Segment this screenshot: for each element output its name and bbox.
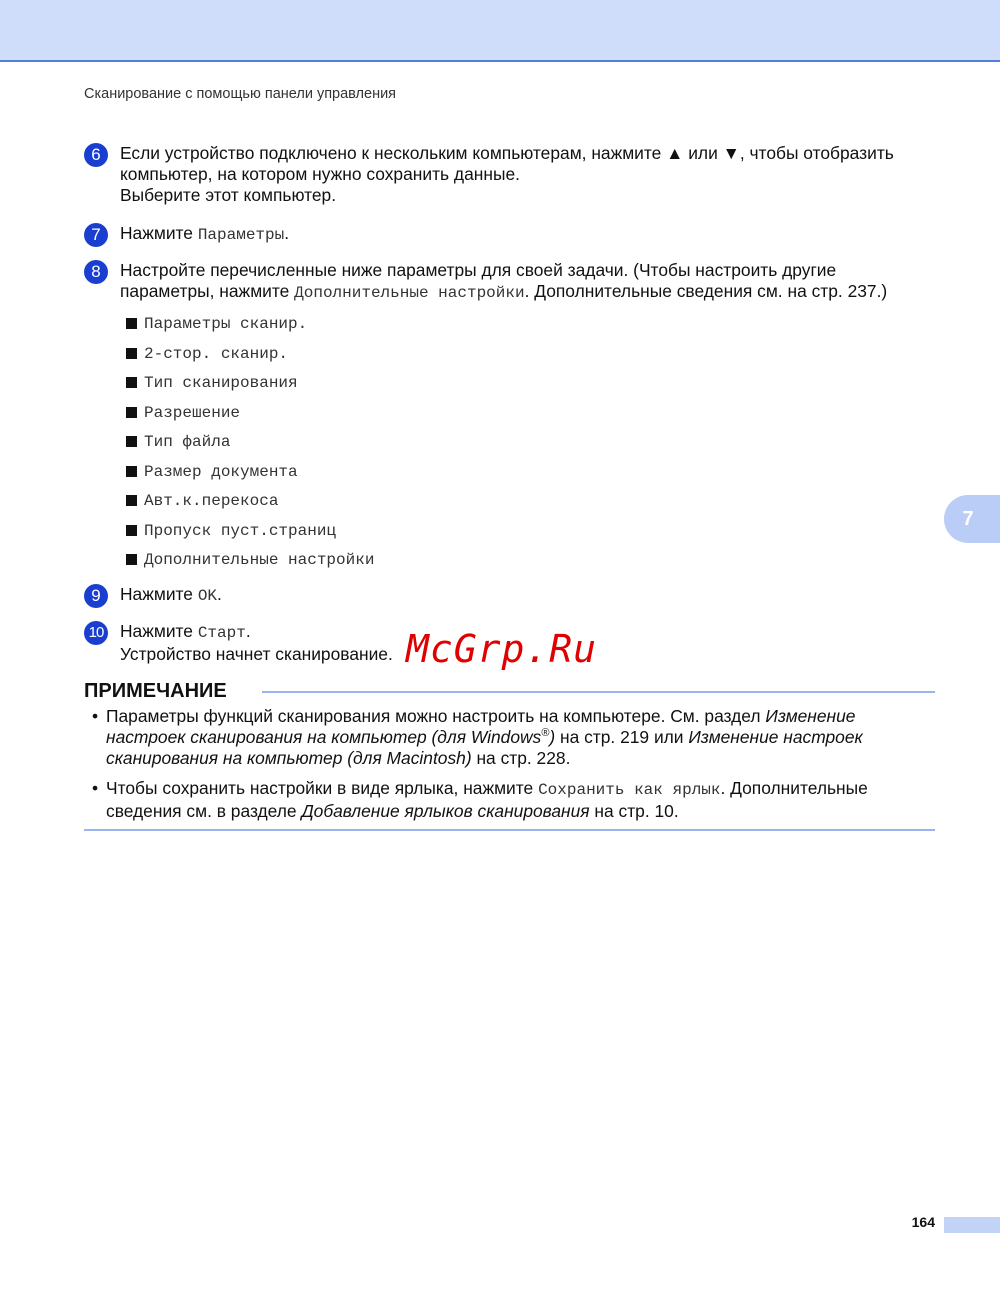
square-bullet-icon	[126, 407, 137, 418]
step-suffix: .	[284, 223, 290, 243]
step-prefix: Нажмите	[120, 223, 198, 243]
step-number: 10	[84, 621, 108, 645]
note-divider	[84, 829, 935, 831]
running-header: Сканирование с помощью панели управления	[84, 86, 397, 102]
option-label: Тип сканирования	[144, 374, 298, 392]
step-suffix: .	[217, 584, 222, 604]
page-number-bar	[944, 1217, 1000, 1233]
watermark-logo: McGrp.Ru	[406, 627, 598, 671]
square-bullet-icon	[126, 318, 137, 329]
ui-control-name: Параметры	[197, 226, 285, 244]
note-text-run: на стр. 228.	[471, 748, 571, 768]
step-text	[120, 223, 940, 246]
note-reference-text: Изменение настроек сканирования на компьютер (для Windows	[106, 706, 856, 747]
option-label: Тип файла	[144, 433, 231, 451]
step-7	[84, 223, 944, 247]
note-text	[106, 778, 922, 822]
step-prefix: параметры, нажмите	[120, 281, 295, 301]
ui-control-name: OK	[197, 587, 218, 605]
option-label: Разрешение	[144, 403, 241, 422]
step-prefix: Нажмите	[120, 584, 198, 604]
step-prefix: Нажмите	[120, 621, 198, 641]
list-item	[126, 432, 374, 462]
list-item	[126, 491, 374, 521]
list-item	[126, 462, 374, 492]
step-number: 6	[84, 143, 108, 167]
option-label: 2-стор. сканир.	[144, 344, 289, 363]
square-bullet-icon	[126, 554, 137, 565]
square-bullet-icon	[126, 348, 137, 359]
step-line: Если устройство подключено к нескольким компьютерам, нажмите ▲ или ▼, чтобы отобразить	[120, 143, 894, 163]
list-item	[126, 373, 374, 403]
ui-control-name: Старт	[197, 624, 246, 642]
step-line: Настройте перечисленные ниже параметры для своей задачи. (Чтобы настроить другие	[120, 260, 837, 280]
note-text-run: на стр. 219 или	[555, 727, 689, 747]
bullet-icon: •	[92, 706, 99, 726]
ui-control-name: Сохранить как ярлык	[538, 781, 721, 799]
step-suffix: .	[245, 621, 251, 641]
header-band	[0, 0, 1000, 62]
note-text-run: Чтобы сохранить настройки в виде ярлыка, нажмите	[106, 778, 539, 798]
options-list	[126, 314, 374, 580]
step-6	[84, 143, 944, 209]
step-line: компьютер, на котором нужно сохранить данные.	[120, 164, 520, 184]
list-item	[126, 403, 374, 433]
note-item-1	[92, 706, 922, 772]
note-text	[106, 706, 922, 769]
step-9	[84, 584, 944, 608]
step-line	[120, 281, 940, 304]
list-item	[126, 521, 374, 551]
step-text	[120, 143, 940, 206]
list-item	[126, 314, 374, 344]
step-number: 7	[84, 223, 108, 247]
step-line: Выберите этот компьютер.	[120, 185, 337, 205]
option-label: Размер документа	[144, 462, 298, 481]
note-divider	[262, 691, 935, 693]
step-line: Устройство начнет сканирование.	[120, 644, 393, 664]
list-item	[126, 550, 374, 580]
square-bullet-icon	[126, 525, 137, 536]
chapter-tab: 7	[944, 495, 1000, 543]
note-text-run: на стр. 10.	[589, 801, 679, 821]
registered-mark: ®	[541, 727, 550, 740]
list-item	[126, 344, 374, 374]
note-item-2	[92, 778, 922, 822]
option-label: Параметры сканир.	[144, 315, 308, 333]
page-number: 164	[911, 1214, 935, 1230]
square-bullet-icon	[126, 466, 137, 477]
option-label: Пропуск пуст.страниц	[144, 521, 337, 540]
note-reference-link[interactable]: Добавление ярлыков сканирования	[301, 801, 590, 821]
step-number: 9	[84, 584, 108, 608]
step-suffix: . Дополнительные сведения см. на стр. 237.)	[524, 281, 888, 301]
bullet-icon: •	[92, 778, 99, 798]
square-bullet-icon	[126, 436, 137, 447]
step-8	[84, 260, 944, 304]
step-number: 8	[84, 260, 108, 284]
ui-control-name: Дополнительные настройки	[294, 284, 525, 302]
option-label: Авт.к.перекоса	[144, 492, 279, 510]
option-label: Дополнительные настройки	[144, 551, 375, 569]
note-title: ПРИМЕЧАНИЕ	[84, 680, 227, 702]
note-reference-link[interactable]: Изменение настроек сканирования на компьютер (для Macintosh)	[106, 727, 863, 768]
note-text-run: . Дополнительные сведения см. в разделе	[106, 778, 868, 821]
note-text-run: Параметры функций сканирования можно настроить на компьютере. См. раздел	[106, 706, 766, 726]
step-text	[120, 584, 940, 607]
step-text	[120, 260, 940, 304]
square-bullet-icon	[126, 495, 137, 506]
square-bullet-icon	[126, 377, 137, 388]
note-reference-text: )	[549, 727, 556, 747]
